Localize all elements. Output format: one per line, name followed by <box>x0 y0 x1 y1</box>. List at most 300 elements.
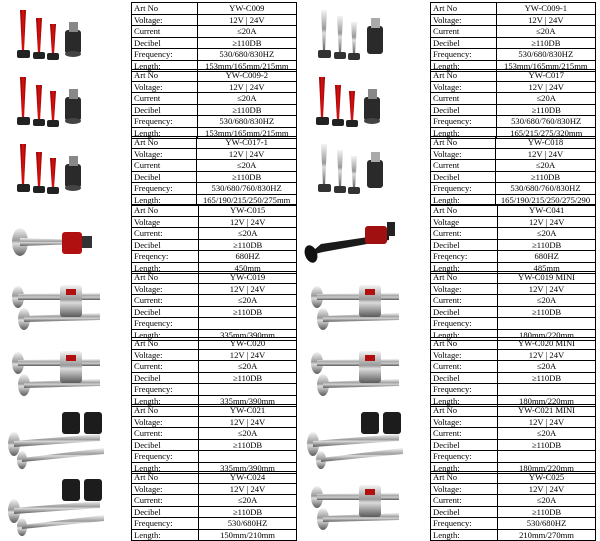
product-block <box>299 337 596 406</box>
current-value: ≤20A <box>497 93 596 105</box>
spec-row-decibel <box>132 306 297 318</box>
current-label: Current <box>132 160 197 172</box>
spec-row-decibel <box>431 37 596 49</box>
decibel-label: Decibel <box>431 171 496 183</box>
length-value: 165/190/215/250/275mm <box>197 194 297 206</box>
spec-row-art <box>431 338 596 350</box>
current-value: ≤20A <box>199 228 297 240</box>
frequency-label: Frequency: <box>431 49 497 61</box>
current-label: Current: <box>132 495 199 507</box>
chrome-dual-air-horn-icon <box>299 471 429 540</box>
voltage-value: 12V | 24V <box>197 148 297 160</box>
current-label: Current: <box>431 495 498 507</box>
frequency-value: 680HZ <box>498 251 596 263</box>
spec-table <box>430 271 596 341</box>
spec-row-voltage <box>132 483 297 495</box>
red-trumpet-horn-set-icon <box>0 136 130 205</box>
voltage-label: Voltage: <box>132 148 197 160</box>
decibel-value: ≥110DB <box>197 37 296 49</box>
voltage-value: 12V | 24V <box>199 283 297 295</box>
spec-row-decibel <box>431 372 596 384</box>
frequency-label: Frequency: <box>431 318 498 330</box>
product-block <box>0 204 297 273</box>
art-label: Art No <box>431 405 498 417</box>
decibel-label: Decibel <box>132 171 197 183</box>
voltage-label: Voltage: <box>132 283 199 295</box>
frequency-value <box>199 451 297 463</box>
chrome-dual-air-horn-icon <box>0 337 130 406</box>
decibel-label: Decibel <box>431 37 497 49</box>
current-label: Current: <box>431 428 498 440</box>
spec-row-frequency <box>431 384 596 396</box>
length-value: 335mm/390mm <box>199 395 297 407</box>
spec-row-voltage <box>431 216 596 228</box>
frequency-label: Freqency: <box>431 251 498 263</box>
art-label: Art No <box>431 338 498 350</box>
decibel-value: ≥110DB <box>496 37 595 49</box>
spec-row-art <box>431 272 596 284</box>
length-label: Length: <box>132 60 198 72</box>
chrome-dual-air-horn-icon <box>299 271 429 340</box>
spec-row-art <box>431 137 596 149</box>
voltage-label: Voltage: <box>431 81 497 93</box>
current-value: ≤20A <box>498 228 596 240</box>
art-value: YW-C021 MINI <box>498 405 596 417</box>
decibel-label: Decibel <box>431 104 497 116</box>
decibel-label: Decibel <box>132 104 198 116</box>
chrome-trumpet-horn-set-icon <box>299 2 429 71</box>
product-block <box>0 69 297 138</box>
spec-row-voltage <box>132 81 297 93</box>
frequency-value: 530/680/830HZ <box>197 116 296 128</box>
art-value: YW-C009 <box>197 3 296 15</box>
length-value: 180mm/220mm <box>498 329 596 341</box>
spec-row-frequency <box>132 318 297 330</box>
decibel-label: Decibel <box>132 306 199 318</box>
voltage-value: 12V | 24V <box>498 216 596 228</box>
spec-row-current <box>431 160 596 172</box>
spec-table <box>131 404 297 474</box>
frequency-value <box>498 318 596 330</box>
decibel-label: Decibel <box>132 439 199 451</box>
current-value: ≤20A <box>498 495 596 507</box>
spec-row-frequency <box>431 518 596 530</box>
spec-table <box>430 69 596 139</box>
spec-row-decibel <box>132 506 297 518</box>
art-label: Art No <box>431 70 497 82</box>
current-value: ≤20A <box>496 160 596 172</box>
decibel-value: ≥110DB <box>199 306 297 318</box>
current-label: Current: <box>132 295 199 307</box>
spec-row-decibel <box>431 439 596 451</box>
frequency-value: 680HZ <box>199 251 297 263</box>
frequency-label: Frequency: <box>132 451 199 463</box>
length-value: 210mm/270mm <box>498 529 596 541</box>
product-block <box>299 271 596 340</box>
spec-row-voltage <box>132 14 297 26</box>
voltage-value: 12V | 24V <box>197 14 296 26</box>
frequency-label: Freqency: <box>132 251 199 263</box>
voltage-value: 12V | 24V <box>496 14 595 26</box>
length-value: 153mm/165mm/215mm <box>496 60 595 72</box>
spec-row-art <box>132 472 297 484</box>
length-value: 450mm <box>199 262 297 274</box>
art-value: YW-C019 <box>199 272 297 284</box>
frequency-value: 530/680/760/830HZ <box>496 183 596 195</box>
spec-table <box>430 471 596 541</box>
length-value: 150mm/210mm <box>199 529 297 541</box>
voltage-label: Voltage: <box>132 349 199 361</box>
current-label: Current <box>431 93 497 105</box>
spec-row-current <box>132 228 297 240</box>
chrome-dual-air-horn-compressor-icon <box>299 404 429 473</box>
current-label: Current: <box>431 228 498 240</box>
length-value: 180mm/220mm <box>498 395 596 407</box>
art-label: Art No <box>431 3 497 15</box>
frequency-value <box>498 384 596 396</box>
spec-row-art <box>431 405 596 417</box>
voltage-label: Voltage: <box>431 148 496 160</box>
spec-row-art <box>132 272 297 284</box>
spec-row-length <box>431 529 596 541</box>
frequency-value: 530/680/830HZ <box>496 49 595 61</box>
length-value: 153mm/165mm/215mm <box>197 127 296 139</box>
spec-row-frequency <box>431 251 596 263</box>
length-label: Length: <box>431 262 498 274</box>
decibel-label: Decibel <box>431 306 498 318</box>
product-block <box>299 204 596 273</box>
voltage-label: Voltage: <box>431 416 498 428</box>
spec-row-voltage <box>132 416 297 428</box>
frequency-label: Frequency: <box>132 116 198 128</box>
art-value: YW-C009-1 <box>496 3 595 15</box>
art-label: Art No <box>132 70 198 82</box>
frequency-value: 530/680/830HZ <box>197 49 296 61</box>
spec-row-voltage <box>431 81 596 93</box>
spec-table <box>131 471 297 541</box>
spec-row-current <box>132 26 297 38</box>
current-value: ≤20A <box>197 160 297 172</box>
current-label: Current <box>132 93 198 105</box>
product-block <box>0 337 297 406</box>
frequency-label: Frequency: <box>132 49 198 61</box>
decibel-value: ≥110DB <box>197 171 297 183</box>
spec-row-decibel <box>431 239 596 251</box>
spec-row-decibel <box>132 171 297 183</box>
decibel-label: Decibel <box>431 439 498 451</box>
art-value: YW-C024 <box>199 472 297 484</box>
spec-row-art <box>132 338 297 350</box>
voltage-value: 12V | 24V <box>497 81 596 93</box>
art-value: YW-C041 <box>498 205 596 217</box>
frequency-value: 530/680HZ <box>199 518 297 530</box>
voltage-label: Voltage: <box>132 14 198 26</box>
decibel-label: Decibel <box>431 239 498 251</box>
spec-row-decibel <box>431 306 596 318</box>
spec-row-decibel <box>431 506 596 518</box>
spec-row-voltage <box>431 14 596 26</box>
voltage-value: 12V | 24V <box>498 416 596 428</box>
product-block <box>0 271 297 340</box>
art-value: YW-C009-2 <box>197 70 296 82</box>
frequency-label: Frequency: <box>431 451 498 463</box>
decibel-value: ≥110DB <box>199 439 297 451</box>
spec-table <box>131 2 297 72</box>
spec-row-current <box>431 428 596 440</box>
spec-row-decibel <box>431 171 596 183</box>
spec-row-decibel <box>132 439 297 451</box>
length-label: Length: <box>132 395 199 407</box>
spec-row-voltage <box>431 148 596 160</box>
voltage-value: 12V | 24V <box>199 416 297 428</box>
chrome-dual-air-horn-compressor-icon <box>0 404 130 473</box>
spec-row-decibel <box>132 239 297 251</box>
spec-row-current <box>132 495 297 507</box>
current-label: Current: <box>431 361 498 373</box>
length-label: Length: <box>132 127 198 139</box>
spec-table <box>430 404 596 474</box>
product-block <box>299 136 596 205</box>
current-label: Current <box>431 26 497 38</box>
length-value: 180mm/220mm <box>498 462 596 474</box>
red-trumpet-horn-set-icon <box>0 69 130 138</box>
frequency-value: 530/680HZ <box>498 518 596 530</box>
voltage-value: 12V | 24V <box>199 216 297 228</box>
decibel-value: ≥110DB <box>498 439 596 451</box>
voltage-label: Voltage: <box>431 483 498 495</box>
chrome-dual-air-horn-icon <box>299 337 429 406</box>
decibel-label: Decibel <box>132 372 199 384</box>
length-label: Length: <box>431 529 498 541</box>
spec-table <box>430 136 596 206</box>
art-label: Art No <box>431 137 496 149</box>
voltage-value: 12V | 24V <box>199 349 297 361</box>
decibel-label: Decibel <box>132 239 199 251</box>
spec-row-current <box>431 93 596 105</box>
frequency-label: Frequency: <box>431 518 498 530</box>
spec-row-frequency <box>431 451 596 463</box>
spec-row-frequency <box>132 116 297 128</box>
current-value: ≤20A <box>498 295 596 307</box>
voltage-label: Voltage: <box>431 349 498 361</box>
length-label: Length: <box>132 529 199 541</box>
spec-row-art <box>132 70 297 82</box>
length-value: 335mm/390mm <box>199 329 297 341</box>
voltage-value: 12V | 24V <box>496 148 596 160</box>
decibel-value: ≥110DB <box>498 239 596 251</box>
decibel-value: ≥110DB <box>496 171 596 183</box>
length-value: 153mm/165mm/215mm <box>197 60 296 72</box>
spec-row-current <box>431 26 596 38</box>
spec-row-voltage <box>431 416 596 428</box>
spec-row-current <box>132 160 297 172</box>
voltage-label: Voltage: <box>132 416 199 428</box>
length-value: 335mm/390mm <box>199 462 297 474</box>
frequency-label: Frequency: <box>132 384 199 396</box>
art-value: YW-C017-1 <box>197 137 297 149</box>
art-label: Art No <box>431 472 498 484</box>
spec-table <box>131 271 297 341</box>
art-value: YW-C020 MINI <box>498 338 596 350</box>
spec-row-voltage <box>132 148 297 160</box>
spec-table <box>430 2 596 72</box>
spec-row-frequency <box>132 384 297 396</box>
product-block <box>299 69 596 138</box>
spec-row-frequency <box>132 251 297 263</box>
product-block <box>0 471 297 540</box>
decibel-label: Decibel <box>431 372 498 384</box>
decibel-value: ≥110DB <box>498 372 596 384</box>
spec-table <box>131 204 297 274</box>
current-label: Current: <box>132 361 199 373</box>
chrome-dual-air-horn-compressor-icon <box>0 471 130 540</box>
spec-row-decibel <box>431 104 596 116</box>
spec-row-frequency <box>132 518 297 530</box>
voltage-label: Voltage: <box>431 283 498 295</box>
current-label: Current <box>132 26 198 38</box>
spec-row-frequency <box>132 49 297 61</box>
length-label: Length: <box>431 60 497 72</box>
art-label: Art No <box>132 472 199 484</box>
spec-row-art <box>431 472 596 484</box>
red-trumpet-horn-set-icon <box>299 69 429 138</box>
voltage-value: 12V | 24V <box>197 81 296 93</box>
length-value: 165/190/215/250/275/290 <box>496 194 596 206</box>
spec-row-frequency <box>132 183 297 195</box>
current-label: Current: <box>132 228 199 240</box>
current-value: ≤20A <box>199 295 297 307</box>
decibel-label: Decibel <box>132 37 198 49</box>
decibel-label: Decibel <box>132 506 199 518</box>
decibel-value: ≥110DB <box>197 104 296 116</box>
length-label: Length: <box>132 462 199 474</box>
spec-row-art <box>132 205 297 217</box>
voltage-value: 12V | 24V <box>199 483 297 495</box>
frequency-value <box>199 318 297 330</box>
spec-table <box>430 337 596 407</box>
spec-row-decibel <box>132 37 297 49</box>
frequency-label: Frequency: <box>132 183 197 195</box>
spec-row-voltage <box>431 349 596 361</box>
art-value: YW-C020 <box>199 338 297 350</box>
art-label: Art No <box>431 205 498 217</box>
art-value: YW-C019 MINI <box>498 272 596 284</box>
spec-row-current <box>431 361 596 373</box>
voltage-label: Voltage: <box>132 483 199 495</box>
spec-row-current <box>132 93 297 105</box>
current-value: ≤20A <box>498 428 596 440</box>
voltage-value: 12V | 24V <box>498 483 596 495</box>
art-value: YW-C021 <box>199 405 297 417</box>
art-label: Art No <box>132 338 199 350</box>
decibel-value: ≥110DB <box>498 506 596 518</box>
product-block <box>299 471 596 540</box>
spec-row-frequency <box>431 183 596 195</box>
chrome-dual-air-horn-icon <box>0 271 130 340</box>
current-value: ≤20A <box>199 361 297 373</box>
frequency-label: Frequency: <box>431 183 496 195</box>
art-value: YW-C025 <box>498 472 596 484</box>
current-label: Current: <box>132 428 199 440</box>
voltage-label: Voltage: <box>132 81 198 93</box>
black-single-air-horn-icon <box>299 204 429 273</box>
spec-row-frequency <box>431 116 596 128</box>
current-value: ≤20A <box>498 361 596 373</box>
spec-row-voltage <box>132 283 297 295</box>
current-value: ≤20A <box>199 428 297 440</box>
length-label: Length: <box>132 329 199 341</box>
spec-row-art <box>132 137 297 149</box>
art-label: Art No <box>132 405 199 417</box>
decibel-value: ≥110DB <box>498 306 596 318</box>
chrome-trumpet-horn-set-icon <box>299 136 429 205</box>
spec-table <box>131 136 297 206</box>
current-value: ≤20A <box>197 26 296 38</box>
decibel-value: ≥110DB <box>199 239 297 251</box>
spec-row-length <box>132 529 297 541</box>
product-block <box>299 2 596 71</box>
voltage-label: Voltage: <box>431 14 497 26</box>
product-block <box>0 404 297 473</box>
voltage-value: 12V | 24V <box>498 349 596 361</box>
length-label: Length: <box>431 127 497 139</box>
current-value: ≤20A <box>197 93 296 105</box>
art-label: Art No <box>132 137 197 149</box>
spec-row-voltage <box>132 349 297 361</box>
decibel-value: ≥110DB <box>199 372 297 384</box>
voltage-label: Voltage <box>431 216 498 228</box>
frequency-label: Frequency: <box>431 384 498 396</box>
spec-row-voltage <box>431 283 596 295</box>
product-block <box>0 136 297 205</box>
current-value: ≤20A <box>199 495 297 507</box>
length-label: Length: <box>132 262 199 274</box>
decibel-label: Decibel <box>431 506 498 518</box>
frequency-label: Frequency: <box>132 518 199 530</box>
spec-row-decibel <box>132 372 297 384</box>
current-label: Current: <box>431 295 498 307</box>
art-label: Art No <box>132 272 199 284</box>
length-label: Length: <box>431 395 498 407</box>
spec-table <box>131 69 297 139</box>
spec-row-frequency <box>431 318 596 330</box>
spec-table <box>430 204 596 274</box>
spec-row-art <box>431 3 596 15</box>
spec-row-art <box>431 205 596 217</box>
length-label: Length: <box>431 462 498 474</box>
art-value: YW-C015 <box>199 205 297 217</box>
red-trumpet-horn-set-icon <box>0 2 130 71</box>
spec-row-voltage <box>431 483 596 495</box>
art-label: Art No <box>132 205 199 217</box>
spec-row-current <box>431 295 596 307</box>
product-block <box>299 404 596 473</box>
current-label: Current <box>431 160 496 172</box>
length-label: Length: <box>431 194 496 206</box>
length-label: Length: <box>431 329 498 341</box>
spec-table <box>131 337 297 407</box>
frequency-value: 530/680/760/830HZ <box>497 116 596 128</box>
voltage-label: Voltage <box>132 216 199 228</box>
spec-row-current <box>431 228 596 240</box>
product-block <box>0 2 297 71</box>
voltage-value: 12V | 24V <box>498 283 596 295</box>
frequency-value: 530/680/760/830HZ <box>197 183 297 195</box>
spec-row-art <box>431 70 596 82</box>
spec-row-current <box>132 361 297 373</box>
spec-row-frequency <box>132 451 297 463</box>
spec-row-current <box>132 428 297 440</box>
